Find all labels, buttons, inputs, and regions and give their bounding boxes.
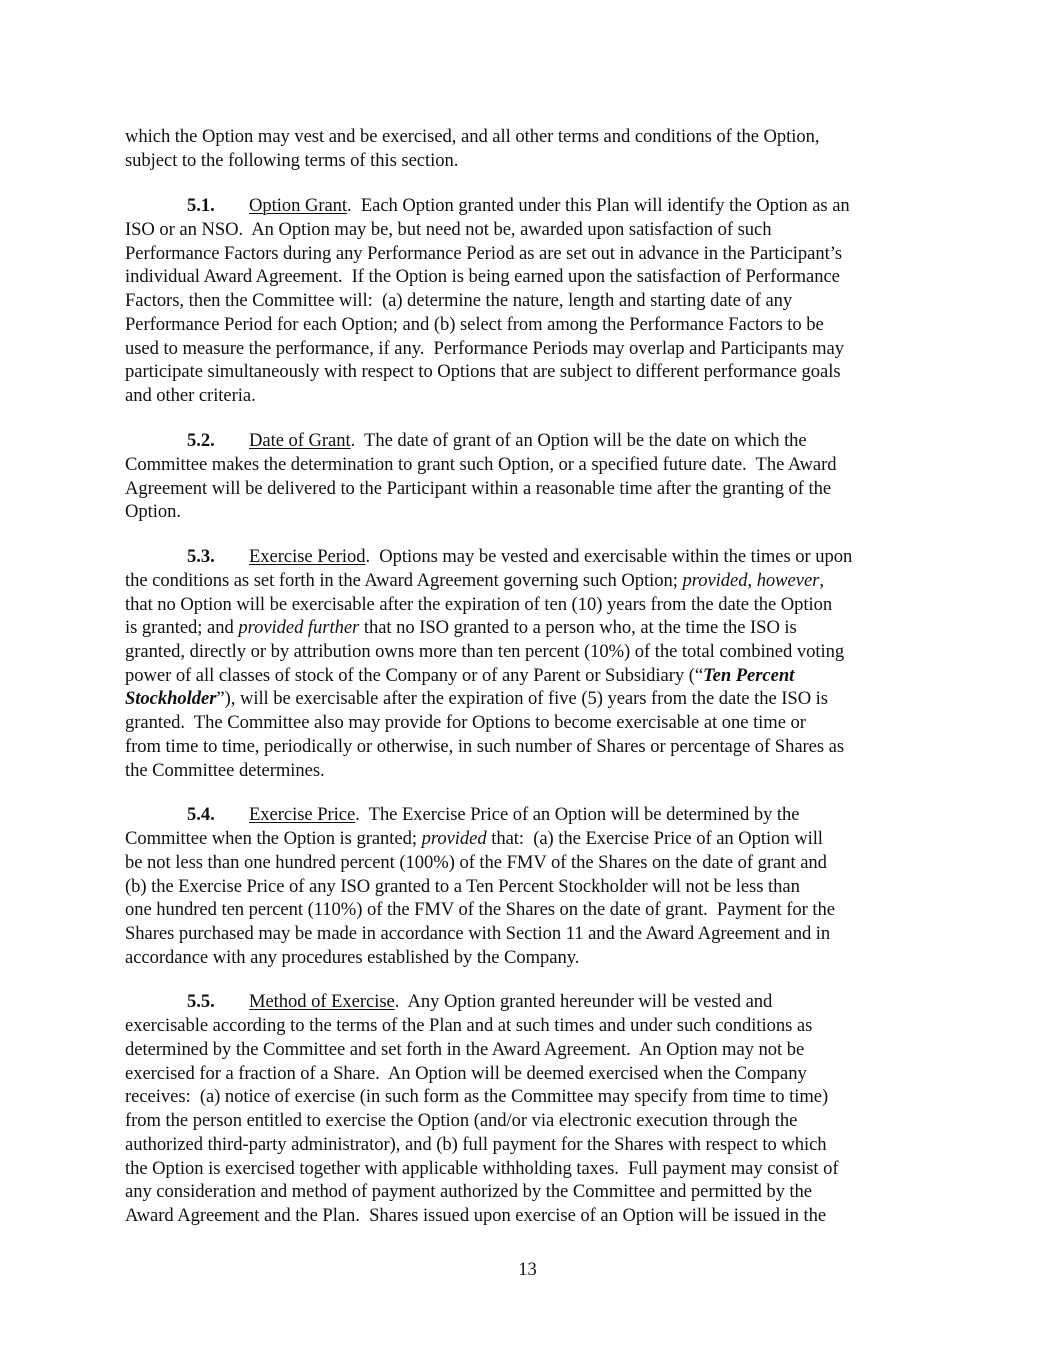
paragraph-line xyxy=(125,687,828,711)
text-run: power of all classes of stock of the Company or of any Parent or Subsidiary (“ xyxy=(125,665,704,686)
paragraph-line: (b) the Exercise Price of any ISO granted to a Ten Percent Stockholder will not be less than xyxy=(125,876,800,897)
paragraph-line: exercisable according to the terms of the Plan and at such times and under such conditions as xyxy=(125,1015,813,1036)
paragraph-line: from the person entitled to exercise the Option (and/or via electronic execution through the xyxy=(125,1110,798,1131)
paragraph-line: authorized third-party administrator), and (b) full payment for the Shares with respect to which xyxy=(125,1134,827,1155)
paragraph-line: Shares purchased may be made in accordance with Section 11 and the Award Agreement and in xyxy=(125,923,831,944)
paragraph-line: the Committee determines. xyxy=(125,760,325,781)
section-number: 5.4. xyxy=(187,804,215,825)
paragraph-line: receives: (a) notice of exercise (in such form as the Committee may specify from time to time) xyxy=(125,1086,829,1107)
section-title: Option Grant xyxy=(249,195,348,216)
section-title: Date of Grant xyxy=(249,430,351,451)
paragraph-line: Award Agreement and the Plan. Shares issued upon exercise of an Option will be issued in the xyxy=(125,1205,827,1226)
section-number: 5.2. xyxy=(187,430,215,451)
paragraph-line: Option. xyxy=(125,501,181,522)
paragraph-line: any consideration and method of payment authorized by the Committee and permitted by the xyxy=(125,1181,812,1202)
paragraph-line: Performance Factors during any Performance Period as are set out in advance in the Participant’s xyxy=(125,243,843,264)
section-text: . Each Option granted under this Plan will identify the Option as an xyxy=(347,195,850,216)
section-number: 5.1. xyxy=(187,195,215,216)
italic-term: provided xyxy=(421,828,487,849)
paragraph-line: and other criteria. xyxy=(125,385,256,406)
paragraph-line: the Option is exercised together with applicable withholding taxes. Full payment may consist of xyxy=(125,1158,839,1179)
italic-term: provided xyxy=(682,570,748,591)
section-title: Exercise Price xyxy=(249,804,356,825)
paragraph-line: one hundred ten percent (110%) of the FMV of the Shares on the date of grant. Payment for the xyxy=(125,899,835,920)
italic-term: however xyxy=(756,570,820,591)
paragraph-line: Committee makes the determination to grant such Option, or a specified future date. The Award xyxy=(125,454,837,475)
section-text: . Any Option granted hereunder will be vested and xyxy=(394,991,773,1012)
paragraph-line: granted, directly or by attribution owns more than ten percent (10%) of the total combined voting xyxy=(125,641,845,662)
section-text: . The Exercise Price of an Option will be determined by the xyxy=(355,804,800,825)
text-run: that no ISO granted to a person who, at the time the ISO is xyxy=(359,617,797,638)
paragraph-line xyxy=(125,616,797,640)
text-run: that: (a) the Exercise Price of an Option will xyxy=(486,828,823,849)
section-number: 5.5. xyxy=(187,991,215,1012)
paragraph-line: participate simultaneously with respect to Options that are subject to different performance goals xyxy=(125,361,841,382)
paragraph-line: determined by the Committee and set forth in the Award Agreement. An Option may not be xyxy=(125,1039,805,1060)
paragraph-line: individual Award Agreement. If the Option is being earned upon the satisfaction of Performance xyxy=(125,266,840,287)
text-run: ”), will be exercisable after the expiration of five (5) years from the date the ISO is xyxy=(216,688,828,709)
page-number: 13 xyxy=(518,1259,537,1280)
section-title: Method of Exercise xyxy=(249,991,395,1012)
italic-term: provided further xyxy=(238,617,360,638)
defined-term: Stockholder xyxy=(125,688,217,709)
paragraph-line: granted. The Committee also may provide for Options to become exercisable at one time or xyxy=(125,712,806,733)
paragraph-line xyxy=(125,827,823,851)
intro-line: subject to the following terms of this section. xyxy=(125,150,459,171)
paragraph-line: ISO or an NSO. An Option may be, but need not be, awarded upon satisfaction of such xyxy=(125,219,772,240)
section-text: . The date of grant of an Option will be the date on which the xyxy=(350,430,807,451)
text-run: the conditions as set forth in the Award Agreement governing such Option; xyxy=(125,570,683,591)
text-run: , xyxy=(819,570,824,591)
text-run: , xyxy=(747,570,757,591)
paragraph-line xyxy=(125,664,794,688)
paragraph-line: accordance with any procedures established by the Company. xyxy=(125,947,580,968)
paragraph-line: from time to time, periodically or otherwise, in such number of Shares or percentage of Shares as xyxy=(125,736,845,757)
text-run: is granted; and xyxy=(125,617,239,638)
intro-line: which the Option may vest and be exercised, and all other terms and conditions of the Option, xyxy=(125,126,820,147)
paragraph-line: that no Option will be exercisable after the expiration of ten (10) years from the date the Option xyxy=(125,594,833,615)
paragraph-line: used to measure the performance, if any. Performance Periods may overlap and Participants may xyxy=(125,338,844,359)
section-title: Exercise Period xyxy=(249,546,366,567)
paragraph-line xyxy=(125,569,824,593)
defined-term: Ten Percent xyxy=(703,665,795,686)
paragraph-line: Agreement will be delivered to the Participant within a reasonable time after the granting of the xyxy=(125,478,832,499)
paragraph-line: be not less than one hundred percent (100%) of the FMV of the Shares on the date of grant and xyxy=(125,852,827,873)
text-run: Committee when the Option is granted; xyxy=(125,828,422,849)
paragraph-line: Factors, then the Committee will: (a) determine the nature, length and starting date of any xyxy=(125,290,793,311)
section-number: 5.3. xyxy=(187,546,215,567)
section-text: . Options may be vested and exercisable within the times or upon xyxy=(365,546,853,567)
paragraph-line: Performance Period for each Option; and (b) select from among the Performance Factors to be xyxy=(125,314,824,335)
paragraph-line: exercised for a fraction of a Share. An Option will be deemed exercised when the Company xyxy=(125,1063,807,1084)
